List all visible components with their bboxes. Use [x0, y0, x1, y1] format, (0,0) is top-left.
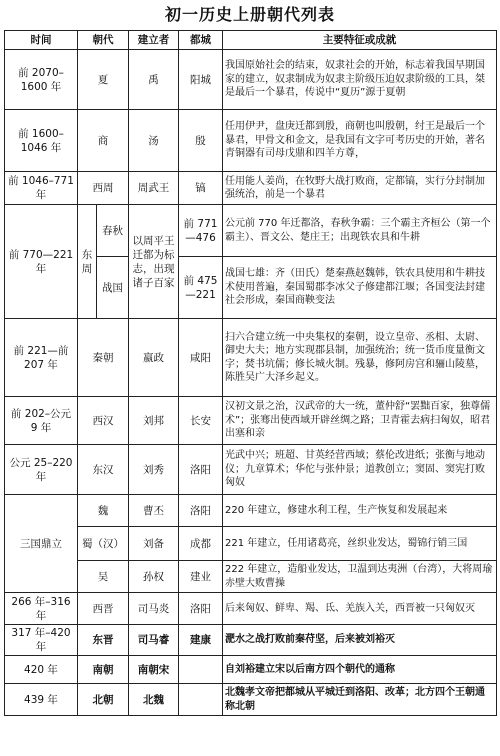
features-cell: 任用伊尹，盘庚迁都到殷，商朝也叫殷朝，纣王是最后一个暴君，甲骨文和金文，是我国有文字可考历史的开始，著名青铜器有司母戊鼎和四羊方尊， [223, 110, 497, 172]
page-title: 初一历史上册朝代列表 [164, 5, 335, 24]
features-cell: 光武中兴；班超、甘英经营西域；蔡伦改进纸；张衡与地动仪；九章算术；华佗与张仲景；道教创立；窦固、窦宪打败匈奴 [223, 445, 497, 495]
table-row [5, 527, 497, 561]
features-cell: 后来匈奴、鲜卑、羯、氐、羌族入关，西晋被一只匈奴灭 [223, 593, 497, 625]
dynasty-cell: 北朝 [78, 684, 129, 716]
capital-cell: 洛阳 [179, 495, 223, 527]
features-cell: 222 年建立，造船业发达，卫温到达夷洲（台湾），大将周瑜赤壁大败曹操 [223, 561, 497, 593]
dynasty-cell: 东周 [78, 205, 97, 319]
table-row [5, 397, 497, 445]
table-row [5, 625, 497, 656]
time-cell: 三国鼎立 [5, 495, 78, 593]
founder-cell: 孙权 [129, 561, 179, 593]
header-dynasty: 朝代 [78, 31, 129, 50]
dynasty-cell: 南朝 [78, 656, 129, 684]
time-cell: 前 1046–771 年 [5, 172, 78, 205]
features-cell: 221 年建立，任用诸葛亮，丝织业发达，蜀锦行销三国 [223, 527, 497, 561]
table-row [5, 445, 497, 495]
founder-cell: 司马睿 [129, 625, 179, 656]
founder-cell: 北魏 [129, 684, 179, 716]
capital-cell [179, 684, 223, 716]
capital-cell: 阳城 [179, 50, 223, 110]
time-cell: 420 年 [5, 656, 78, 684]
dynasty-cell: 东晋 [78, 625, 129, 656]
dynasty-cell: 东汉 [78, 445, 129, 495]
header-time: 时间 [5, 31, 78, 50]
table-row [5, 172, 497, 205]
table-header-row [5, 31, 497, 50]
table-row [5, 561, 497, 593]
table-row [5, 656, 497, 684]
founder-cell: 刘邦 [129, 397, 179, 445]
capital-cell: 成都 [179, 527, 223, 561]
table-row [5, 205, 497, 257]
features-cell: 220 年建立，修建水利工程，生产恢复和发展起来 [223, 495, 497, 527]
capital-cell: 洛阳 [179, 593, 223, 625]
capital-cell: 洛阳 [179, 445, 223, 495]
capital-cell: 建业 [179, 561, 223, 593]
founder-cell: 禹 [129, 50, 179, 110]
dynasty-cell: 西晋 [78, 593, 129, 625]
time-cell: 317 年–420 年 [5, 625, 78, 656]
capital-cell: 咸阳 [179, 319, 223, 397]
founder-cell: 司马炎 [129, 593, 179, 625]
founder-cell: 刘备 [129, 527, 179, 561]
features-cell: 公元前 770 年迁都洛，春秋争霸：三个霸主齐桓公（第一个霸主）、晋文公、楚庄王；出现铁农具和牛耕 [223, 205, 497, 257]
time-cell: 前 2070–1600 年 [5, 50, 78, 110]
header-features: 主要特征或成就 [223, 31, 497, 50]
dynasty-cell: 西周 [78, 172, 129, 205]
founder-cell: 刘秀 [129, 445, 179, 495]
dynasty-cell: 夏 [78, 50, 129, 110]
capital-cell: 长安 [179, 397, 223, 445]
time-cell: 前 770—221 年 [5, 205, 78, 319]
time-cell: 公元 25–220 年 [5, 445, 78, 495]
dynasty-cell: 商 [78, 110, 129, 172]
founder-cell: 周武王 [129, 172, 179, 205]
table-row [5, 50, 497, 110]
time-cell: 439 年 [5, 684, 78, 716]
founder-cell: 曹丕 [129, 495, 179, 527]
dynasty-table [4, 30, 497, 716]
founder-cell: 南朝宋 [129, 656, 179, 684]
founder-cell: 以周平王迁都为标志，出现诸子百家 [129, 205, 179, 319]
capital-cell [179, 656, 223, 684]
table-row [5, 495, 497, 527]
features-cell: 自刘裕建立宋以后南方四个朝代的通称 [223, 656, 497, 684]
capital-cell: 前 475 —221 [179, 257, 223, 319]
dynasty-cell: 西汉 [78, 397, 129, 445]
dynasty-cell: 蜀（汉） [78, 527, 129, 561]
sub-dynasty-cell: 战国 [97, 257, 129, 319]
dynasty-cell: 吴 [78, 561, 129, 593]
time-cell: 266 年–316 年 [5, 593, 78, 625]
features-cell: 我国原始社会的结束，奴隶社会的开始，标志着我国早期国家的建立，奴隶制成为奴隶主阶级压迫奴隶阶级的工具，桀是最后一个暴君，传说中“夏历”源于夏朝 [223, 50, 497, 110]
table-row [5, 593, 497, 625]
dynasty-cell: 魏 [78, 495, 129, 527]
time-cell: 前 1600–1046 年 [5, 110, 78, 172]
features-cell: 淝水之战打败前秦苻坚，后来被刘裕灭 [223, 625, 497, 656]
table-row [5, 110, 497, 172]
header-capital: 都城 [179, 31, 223, 50]
features-cell: 汉初文景之治，汉武帝的大一统，董仲舒“罢黜百家，独尊儒术”；张骞出使西域开辟丝绸之路；卫青霍去病扫匈奴，昭君出塞和亲 [223, 397, 497, 445]
sub-dynasty-cell: 春秋 [97, 205, 129, 257]
time-cell: 前 202–公元 9 年 [5, 397, 78, 445]
features-cell: 任用能人姜尚，在牧野大战打败商，定都镐，实行分封制加强统治，前是一个暴君 [223, 172, 497, 205]
features-cell: 扫六合建立统一中央集权的秦朝，设立皇帝、丞相、太尉、御史大夫；地方实现郡县制，加强统治；统一货币度量衡文字；焚书坑儒；修长城火制。残暴，修阿房宫和骊山陵墓，陈胜吴广大泽乡起义。 [223, 319, 497, 397]
dynasty-cell: 秦朝 [78, 319, 129, 397]
time-cell: 前 221—前 207 年 [5, 319, 78, 397]
founder-cell: 汤 [129, 110, 179, 172]
capital-cell: 镐 [179, 172, 223, 205]
founder-cell: 嬴政 [129, 319, 179, 397]
capital-cell: 殷 [179, 110, 223, 172]
table-row [5, 319, 497, 397]
capital-cell: 前 771 —476 [179, 205, 223, 257]
table-row [5, 684, 497, 716]
features-cell: 战国七雄：齐（田氏）楚秦燕赵魏韩，铁农具使用和牛耕技术使用普遍，秦国蜀郡李冰父子修建都江堰；各国变法封建社会形成，秦国商鞅变法 [223, 257, 497, 319]
capital-cell: 建康 [179, 625, 223, 656]
header-founder: 建立者 [129, 31, 179, 50]
features-cell: 北魏孝文帝把都城从平城迁到洛阳、改革；北方四个王朝通称北朝 [223, 684, 497, 716]
